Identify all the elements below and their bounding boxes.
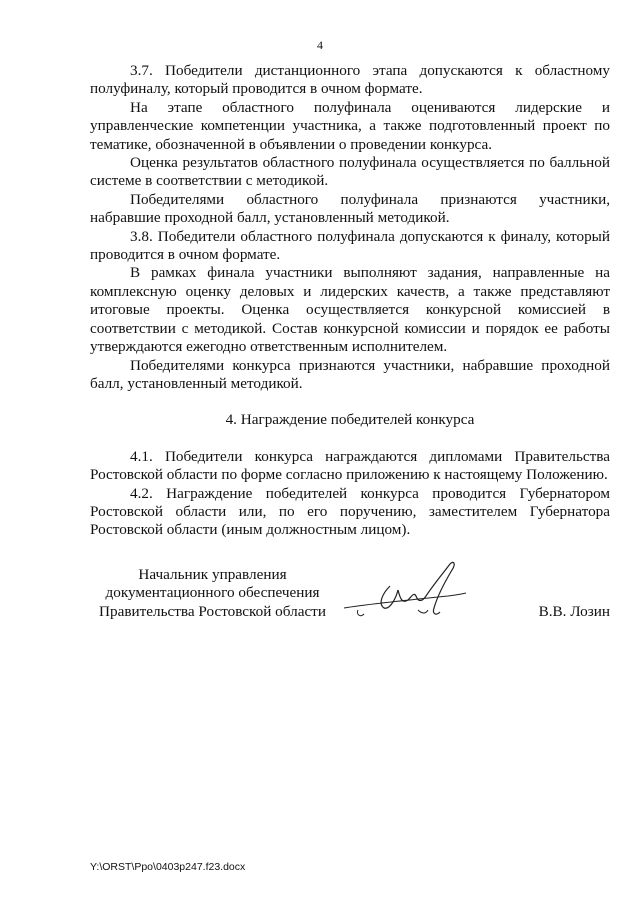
paragraph-contest-winners: Победителями конкурса признаются участники, набравшие проходной балл, установленный методикой. bbox=[90, 356, 610, 392]
section-4-title: 4. Награждение победителей конкурса bbox=[225, 411, 475, 429]
signatory-title bbox=[90, 566, 335, 621]
signature-block bbox=[90, 566, 610, 626]
signatory-title-line: документационного обеспечения bbox=[105, 584, 320, 602]
paragraph-semifinal-stage: На этапе областного полуфинала оцениваются лидерские и управленческие компетенции участника, а также подготовленный проект по тематике, обозначенной в объявлении о проведении конкурса. bbox=[90, 98, 610, 153]
document-body bbox=[90, 62, 610, 540]
paragraph-3-8: 3.8. Победители областного полуфинала допускаются к финалу, который проводится в очном формате. bbox=[90, 227, 610, 264]
paragraph-semifinal-winners: Победителями областного полуфинала признаются участники, набравшие проходной балл, установленный методикой. bbox=[90, 190, 610, 227]
page-number: 4 bbox=[317, 38, 323, 52]
paragraph-3-7: 3.7. Победители дистанционного этапа допускаются к областному полуфиналу, который проводится в очном формате. bbox=[90, 62, 610, 98]
paragraph-4-2: 4.2. Награждение победителей конкурса проводится Губернатором Ростовской области или, по его поручению, заместителем Губернатора Ростовской области (иным должностным лицом). bbox=[90, 484, 610, 539]
file-path-footer: Y:\ORST\Ppo\0403p247.f23.docx bbox=[90, 861, 246, 873]
signatory-name: В.В. Лозин bbox=[538, 603, 610, 620]
paragraph-final-stage: В рамках финала участники выполняют задания, направленные на комплексную оценку деловых и лидерских качеств, а также представляют итоговые проекты. Оценка осуществляется конкурсной комиссией в соответствии с методикой. Состав конкурсной комиссии и порядок ее работы утверждаются ежегодно ответственным исполнителем. bbox=[90, 264, 610, 356]
paragraph-semifinal-assessment: Оценка результатов областного полуфинала осуществляется по балльной системе в соответствии с методикой. bbox=[90, 154, 610, 190]
signatory-title-line: Правительства Ростовской области bbox=[99, 602, 326, 620]
handwritten-signature bbox=[338, 560, 473, 624]
paragraph-4-1: 4.1. Победители конкурса награждаются дипломами Правительства Ростовской области по форме согласно приложению к настоящему Положению. bbox=[90, 447, 610, 484]
signatory-title-line: Начальник управления bbox=[138, 566, 287, 583]
